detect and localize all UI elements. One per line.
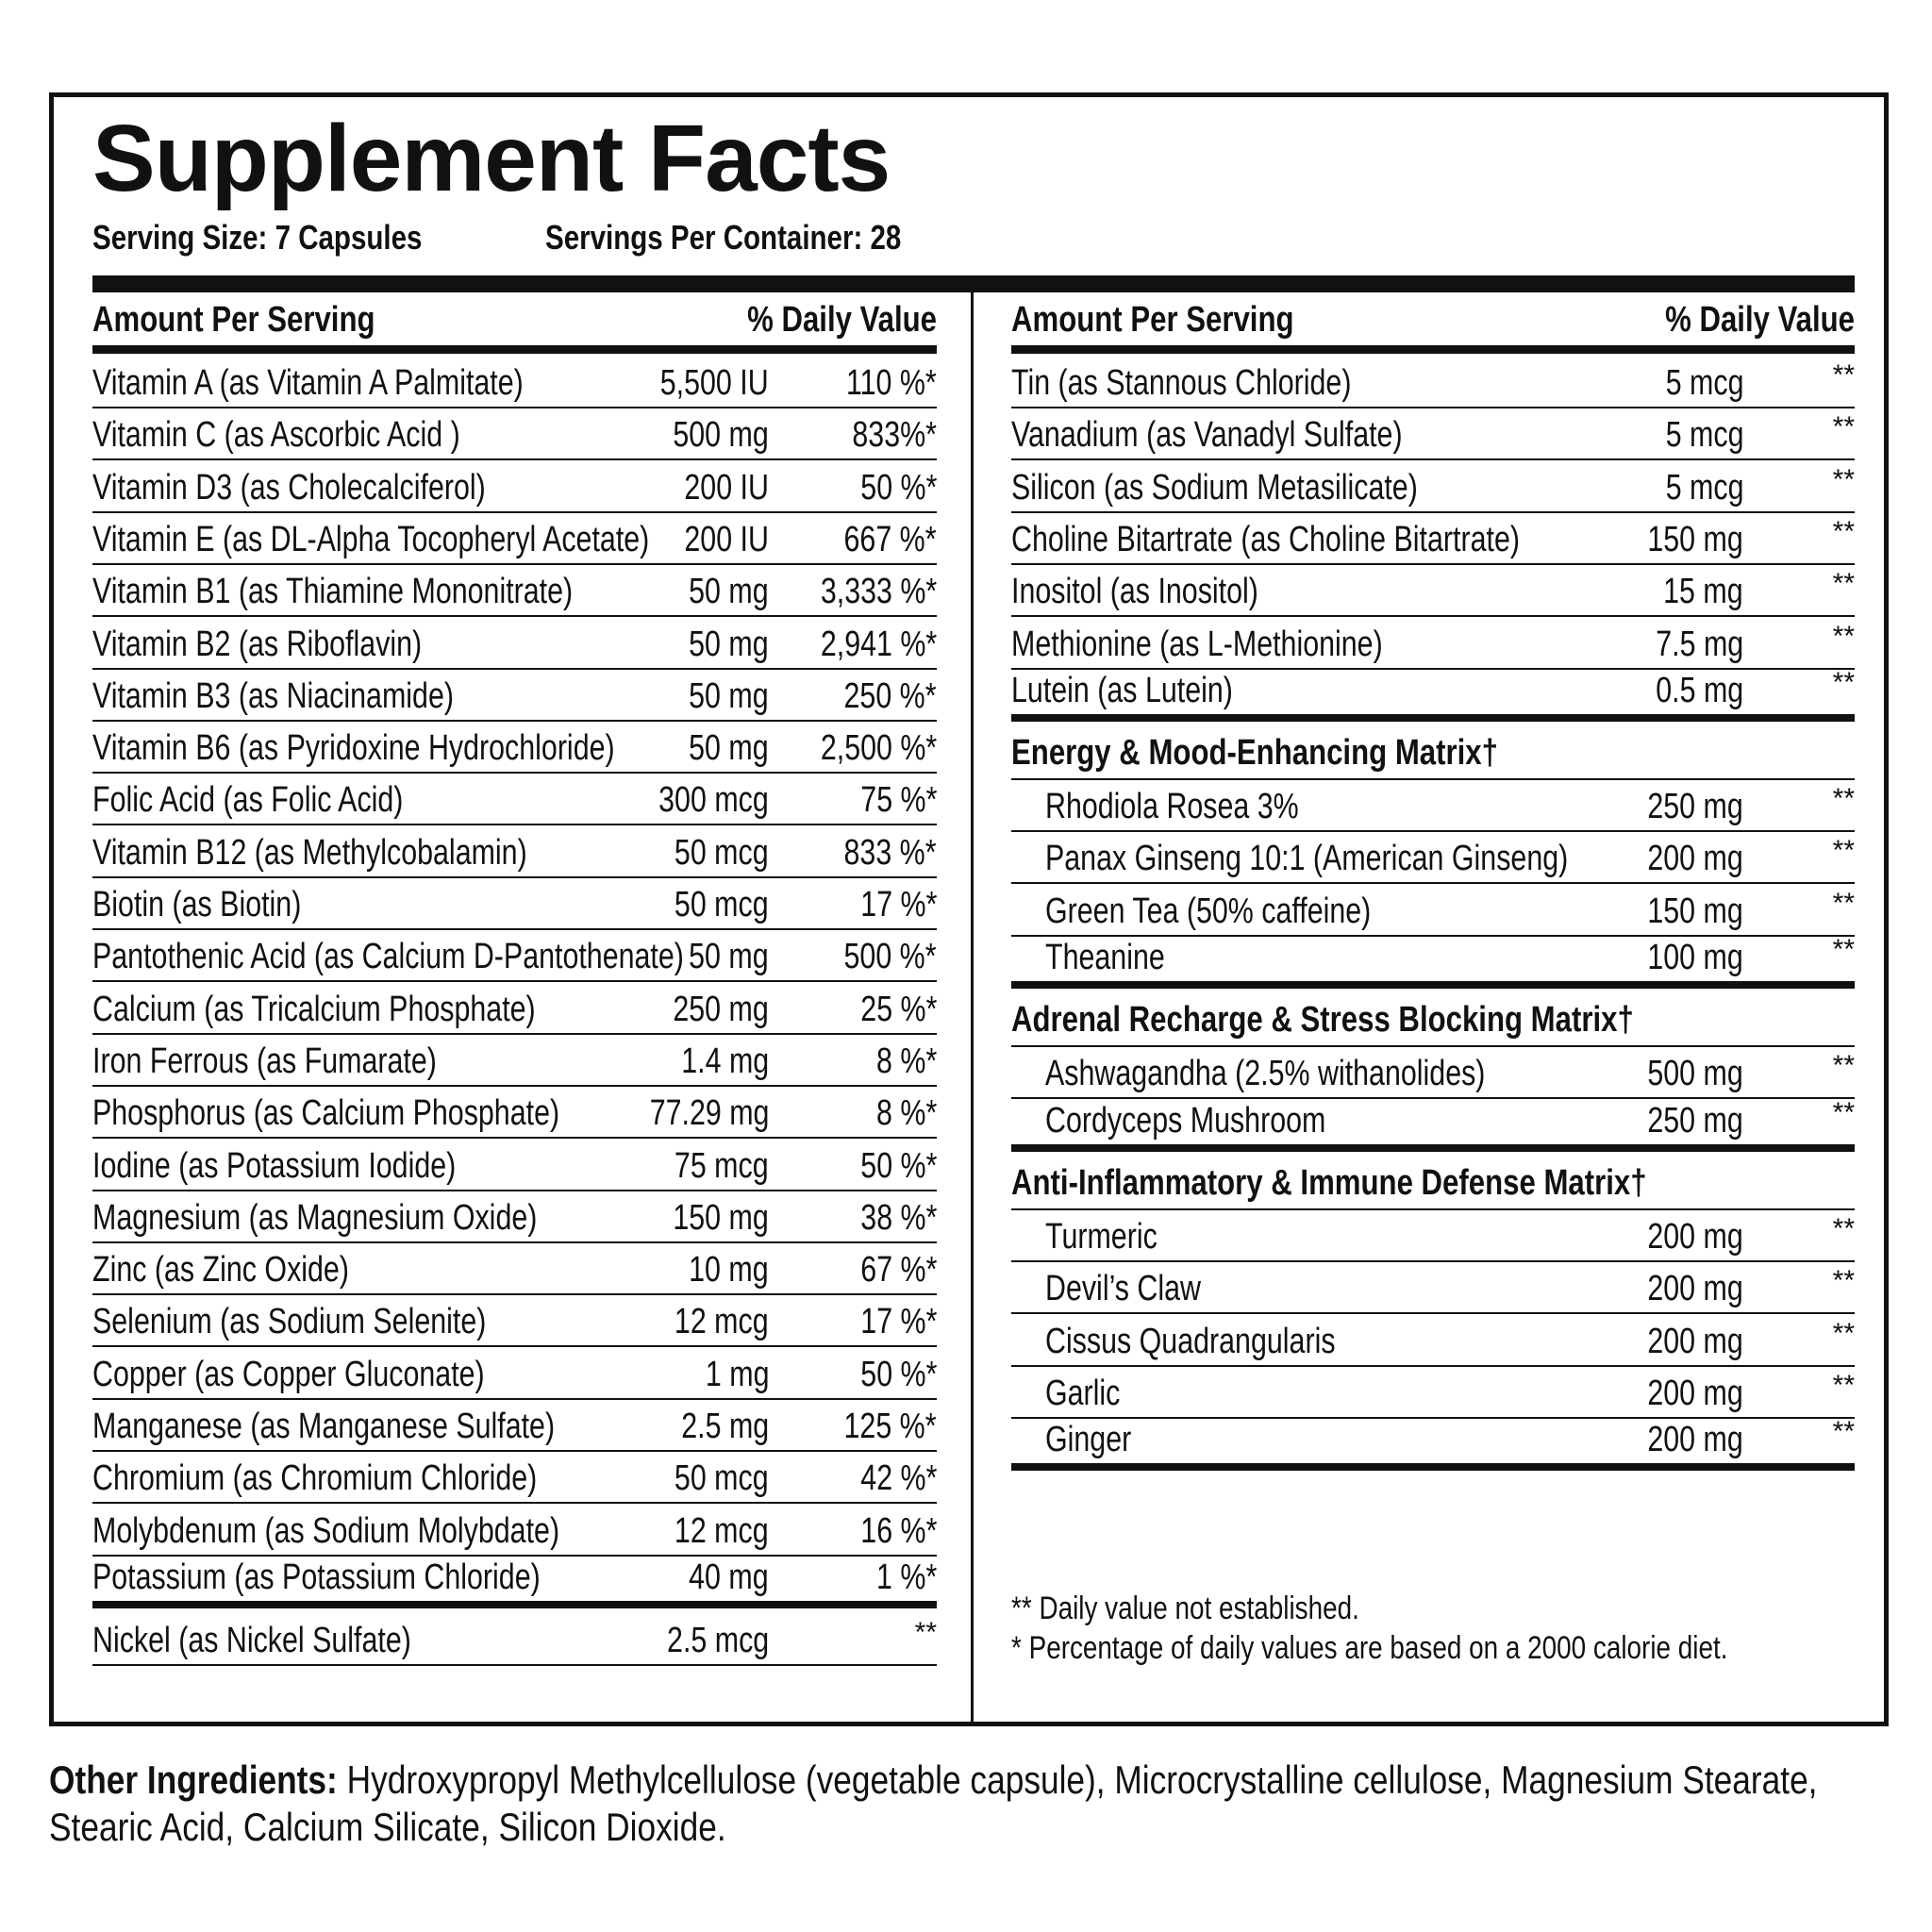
- nutrient-daily-value: 25 %*: [859, 989, 937, 1029]
- nutrient-amount: 5 mcg: [1665, 467, 1743, 508]
- table-row: [92, 1505, 937, 1557]
- nutrient-name: Silicon (as Sodium Metasilicate): [1011, 467, 1418, 508]
- table-row: [1011, 357, 1855, 408]
- nutrient-daily-value: 250 %*: [843, 675, 937, 716]
- matrix-title: Anti-Inflammatory & Immune Defense Matrix†: [1011, 1162, 1647, 1203]
- table-row: [92, 930, 937, 982]
- nutrient-name: Devil’s Claw: [1045, 1269, 1201, 1309]
- nutrient-amount: 500 mg: [1647, 1054, 1743, 1094]
- nutrient-name: Turmeric: [1045, 1216, 1158, 1257]
- table-row: [92, 670, 937, 722]
- nutrient-daily-value: 3,333 %*: [820, 572, 937, 612]
- nutrient-name: Vitamin A (as Vitamin A Palmitate): [92, 363, 524, 403]
- nutrient-amount: 50 mg: [689, 937, 769, 977]
- table-row: [92, 357, 937, 408]
- nutrient-name: Vitamin B12 (as Methylcobalamin): [92, 832, 527, 873]
- nutrient-amount: 40 mg: [689, 1557, 769, 1597]
- table-row: [92, 1400, 937, 1452]
- nutrient-name: Iron Ferrous (as Fumarate): [92, 1041, 437, 1081]
- footnote-percentage: * Percentage of daily values are based on a 2000 calorie diet.: [1011, 1630, 1728, 1666]
- table-row: [1011, 1315, 1855, 1367]
- nutrient-amount: 5 mcg: [1665, 363, 1743, 403]
- nutrient-daily-value: 8 %*: [875, 1041, 937, 1081]
- nutrient-amount: 500 mg: [673, 415, 769, 456]
- table-row: [92, 1243, 937, 1295]
- nutrient-daily-value: **: [1832, 1265, 1855, 1297]
- nutrient-amount: 200 mg: [1647, 1321, 1743, 1361]
- nutrient-name: Methionine (as L-Methionine): [1011, 624, 1383, 664]
- nutrient-daily-value: 833%*: [852, 415, 937, 456]
- table-row: [1011, 1210, 1855, 1262]
- nutrient-daily-value: **: [1832, 568, 1855, 600]
- right-header-rule: [1011, 345, 1855, 354]
- matrix-header: [1011, 994, 1855, 1047]
- nutrient-name: Vanadium (as Vanadyl Sulfate): [1011, 415, 1403, 456]
- table-row: [1011, 565, 1855, 617]
- nutrient-daily-value: **: [1832, 359, 1855, 391]
- other-ingredients: [49, 1757, 1888, 1851]
- nutrient-daily-value: **: [1832, 1050, 1855, 1082]
- amount-per-serving-label: Amount Per Serving: [1011, 300, 1294, 340]
- nutrient-name: Copper (as Copper Gluconate): [92, 1354, 485, 1394]
- table-row: [1011, 1367, 1855, 1419]
- nutrient-name: Zinc (as Zinc Oxide): [92, 1250, 349, 1291]
- table-row: [1011, 1416, 1855, 1471]
- nutrient-daily-value: 38 %*: [859, 1197, 937, 1238]
- table-row: [92, 878, 937, 930]
- table-row: [92, 461, 937, 513]
- nutrient-amount: 250 mg: [1647, 787, 1743, 827]
- table-row: [1011, 832, 1855, 884]
- nutrient-daily-value: 75 %*: [859, 780, 937, 821]
- nutrient-amount: 200 mg: [1647, 1373, 1743, 1413]
- table-row: [92, 1452, 937, 1504]
- nutrient-amount: 100 mg: [1647, 938, 1743, 977]
- nutrient-name: Panax Ginseng 10:1 (American Ginseng): [1045, 839, 1569, 879]
- table-row: [92, 1140, 937, 1191]
- nutrient-name: Tin (as Stannous Chloride): [1011, 363, 1352, 403]
- table-row: [92, 1614, 937, 1666]
- nutrient-name: Vitamin B6 (as Pyridoxine Hydrochloride): [92, 728, 615, 769]
- nutrient-daily-value: **: [1832, 1212, 1855, 1244]
- nutrient-daily-value: **: [1832, 411, 1855, 443]
- nutrient-name: Garlic: [1045, 1373, 1121, 1413]
- nutrient-amount: 10 mg: [689, 1250, 769, 1291]
- nutrient-name: Vitamin B2 (as Riboflavin): [92, 624, 423, 664]
- nutrient-amount: 2.5 mcg: [666, 1621, 769, 1661]
- nutrient-name: Vitamin D3 (as Cholecalciferol): [92, 467, 486, 508]
- right-column-header: [1011, 292, 1855, 345]
- table-row: [92, 408, 937, 460]
- nutrient-name: Manganese (as Manganese Sulfate): [92, 1407, 556, 1446]
- nutrient-amount: 1 mg: [705, 1354, 769, 1394]
- nutrient-amount: 15 mg: [1663, 572, 1743, 612]
- nutrient-daily-value: **: [1832, 783, 1855, 815]
- table-row: [92, 1087, 937, 1139]
- table-row: [1011, 666, 1855, 722]
- nutrient-daily-value: 50 %*: [859, 467, 937, 508]
- nutrient-daily-value: 50 %*: [859, 1354, 937, 1394]
- nutrient-amount: 12 mcg: [675, 1302, 769, 1342]
- right-column: [1011, 292, 1855, 1538]
- daily-value-label: % Daily Value: [1665, 300, 1855, 340]
- nutrient-daily-value: **: [1832, 666, 1855, 698]
- table-row: [92, 1348, 937, 1400]
- nutrient-daily-value: **: [1832, 1369, 1855, 1401]
- nutrient-amount: 200 mg: [1647, 1420, 1743, 1460]
- nutrient-daily-value: **: [1832, 934, 1855, 965]
- nutrient-name: Chromium (as Chromium Chloride): [92, 1458, 538, 1499]
- nutrient-amount: 50 mcg: [675, 832, 769, 873]
- nutrient-name: Biotin (as Biotin): [92, 885, 302, 924]
- table-row: [92, 722, 937, 774]
- nutrient-name: Green Tea (50% caffeine): [1045, 891, 1372, 931]
- nutrient-name: Vitamin B1 (as Thiamine Mononitrate): [92, 572, 574, 612]
- nutrient-name: Vitamin B3 (as Niacinamide): [92, 675, 454, 716]
- left-header-rule: [92, 345, 937, 354]
- table-row: [92, 1557, 937, 1608]
- table-row: [92, 513, 937, 565]
- nutrient-amount: 50 mg: [689, 728, 769, 769]
- nutrient-daily-value: 67 %*: [859, 1250, 937, 1291]
- left-column-header: [92, 292, 937, 345]
- matrix-header: [1011, 727, 1855, 780]
- nutrient-amount: 5 mcg: [1665, 415, 1743, 456]
- nutrient-daily-value: **: [1832, 1317, 1855, 1349]
- table-row: [92, 774, 937, 825]
- table-row: [92, 983, 937, 1035]
- nutrient-daily-value: 8 %*: [875, 1093, 937, 1134]
- nutrient-amount: 75 mcg: [675, 1145, 769, 1186]
- nutrient-name: Iodine (as Potassium Iodide): [92, 1145, 457, 1186]
- table-row: [92, 1191, 937, 1243]
- serving-size: Serving Size: 7 Capsules: [92, 218, 423, 257]
- table-row: [1011, 461, 1855, 513]
- nutrient-name: Potassium (as Potassium Chloride): [92, 1557, 541, 1597]
- nutrient-amount: 200 mg: [1647, 1269, 1743, 1309]
- nutrient-daily-value: **: [1832, 1416, 1855, 1448]
- nutrient-daily-value: **: [1832, 835, 1855, 867]
- nutrient-daily-value: 667 %*: [843, 519, 937, 559]
- nutrient-amount: 150 mg: [673, 1197, 769, 1238]
- nutrient-name: Nickel (as Nickel Sulfate): [92, 1621, 411, 1661]
- nutrient-name: Ashwagandha (2.5% withanolides): [1045, 1054, 1486, 1094]
- nutrient-amount: 200 mg: [1647, 839, 1743, 879]
- nutrient-daily-value: 16 %*: [859, 1510, 937, 1551]
- nutrient-amount: 300 mcg: [658, 780, 769, 821]
- nutrient-daily-value: 1 %*: [875, 1557, 937, 1597]
- table-row: [92, 826, 937, 878]
- nutrient-amount: 5,500 IU: [660, 363, 769, 403]
- nutrient-name: Molybdenum (as Sodium Molybdate): [92, 1510, 560, 1551]
- table-row: [1011, 1047, 1855, 1099]
- nutrient-name: Cordyceps Mushroom: [1045, 1100, 1326, 1141]
- nutrient-daily-value: 500 %*: [843, 937, 937, 977]
- nutrient-name: Cissus Quadrangularis: [1045, 1321, 1336, 1361]
- nutrient-daily-value: 2,941 %*: [820, 624, 937, 664]
- nutrient-daily-value: 2,500 %*: [820, 728, 937, 769]
- nutrient-daily-value: 50 %*: [859, 1145, 937, 1186]
- nutrient-name: Pantothenic Acid (as Calcium D-Pantothenate): [92, 937, 684, 977]
- nutrient-daily-value: 833 %*: [843, 832, 937, 873]
- nutrient-amount: 50 mcg: [675, 885, 769, 924]
- column-divider: [971, 292, 974, 1723]
- nutrient-daily-value: 110 %*: [846, 363, 937, 403]
- nutrient-amount: 50 mg: [689, 675, 769, 716]
- table-row: [92, 618, 937, 670]
- left-column: [92, 292, 937, 1689]
- servings-per-container: Servings Per Container: 28: [545, 218, 902, 257]
- nutrient-name: Vitamin E (as DL-Alpha Tocopheryl Acetate): [92, 519, 650, 559]
- nutrient-daily-value: 17 %*: [859, 885, 937, 924]
- nutrient-amount: 50 mg: [689, 624, 769, 664]
- nutrient-daily-value: **: [1832, 515, 1855, 547]
- nutrient-amount: 200 mg: [1647, 1216, 1743, 1257]
- table-row: [1011, 934, 1855, 989]
- nutrient-amount: 50 mg: [689, 572, 769, 612]
- nutrient-amount: 12 mcg: [675, 1510, 769, 1551]
- nutrient-daily-value: 42 %*: [859, 1458, 937, 1499]
- nutrient-amount: 7.5 mg: [1656, 624, 1743, 664]
- table-row: [1011, 513, 1855, 565]
- nutrient-daily-value: **: [1832, 1096, 1855, 1128]
- table-row: [1011, 780, 1855, 832]
- nutrient-daily-value: **: [1832, 887, 1855, 919]
- nutrient-name: Lutein (as Lutein): [1011, 670, 1233, 710]
- nutrient-name: Phosphorus (as Calcium Phosphate): [92, 1093, 560, 1134]
- nutrient-name: Rhodiola Rosea 3%: [1045, 787, 1299, 827]
- header-divider: [92, 275, 1855, 292]
- nutrient-daily-value: **: [1832, 620, 1855, 652]
- nutrient-daily-value: 125 %*: [843, 1407, 937, 1446]
- table-row: [1011, 885, 1855, 937]
- table-row: [92, 1295, 937, 1347]
- nutrient-amount: 200 IU: [684, 519, 769, 559]
- nutrient-name: Theanine: [1045, 938, 1165, 977]
- table-row: [1011, 408, 1855, 460]
- nutrient-amount: 250 mg: [673, 989, 769, 1029]
- nutrient-name: Inositol (as Inositol): [1011, 572, 1258, 612]
- nutrient-name: Selenium (as Sodium Selenite): [92, 1302, 487, 1342]
- nutrient-amount: 1.4 mg: [681, 1041, 769, 1081]
- nutrient-amount: 200 IU: [684, 467, 769, 508]
- table-row: [1011, 1096, 1855, 1152]
- nutrient-amount: 77.29 mg: [649, 1093, 769, 1134]
- nutrient-daily-value: 17 %*: [859, 1302, 937, 1342]
- table-row: [92, 1035, 937, 1087]
- daily-value-label: % Daily Value: [747, 300, 937, 340]
- nutrient-daily-value: **: [1832, 463, 1855, 495]
- nutrient-name: Magnesium (as Magnesium Oxide): [92, 1197, 538, 1238]
- matrix-title: Adrenal Recharge & Stress Blocking Matrix†: [1011, 1000, 1634, 1041]
- nutrient-amount: 150 mg: [1647, 891, 1743, 931]
- footnote-not-established: ** Daily value not established.: [1011, 1591, 1359, 1626]
- nutrient-amount: 150 mg: [1647, 519, 1743, 559]
- nutrient-daily-value: **: [914, 1617, 937, 1649]
- table-row: [1011, 1262, 1855, 1314]
- nutrient-name: Folic Acid (as Folic Acid): [92, 780, 404, 821]
- panel-title: Supplement Facts: [92, 106, 891, 211]
- matrix-header: [1011, 1158, 1855, 1210]
- amount-per-serving-label: Amount Per Serving: [92, 300, 375, 340]
- nutrient-amount: 0.5 mg: [1656, 670, 1743, 710]
- nutrient-name: Choline Bitartrate (as Choline Bitartrate): [1011, 519, 1520, 559]
- nutrient-name: Ginger: [1045, 1420, 1132, 1460]
- nutrient-amount: 50 mcg: [675, 1458, 769, 1499]
- nutrient-amount: 2.5 mg: [681, 1407, 769, 1446]
- nutrient-name: Vitamin C (as Ascorbic Acid ): [92, 415, 460, 456]
- table-row: [1011, 618, 1855, 670]
- table-row: [92, 565, 937, 617]
- matrix-title: Energy & Mood-Enhancing Matrix†: [1011, 733, 1498, 774]
- other-ingredients-text: Hydroxypropyl Methylcellulose (vegetable capsule), Microcrystalline cellulose, Magnesium Stearate, Stearic Acid, Calcium Silicate, Silicon Dioxide.: [49, 1757, 1818, 1849]
- nutrient-amount: 250 mg: [1647, 1100, 1743, 1141]
- other-ingredients-label: Other Ingredients:: [49, 1757, 338, 1802]
- nutrient-name: Calcium (as Tricalcium Phosphate): [92, 989, 536, 1029]
